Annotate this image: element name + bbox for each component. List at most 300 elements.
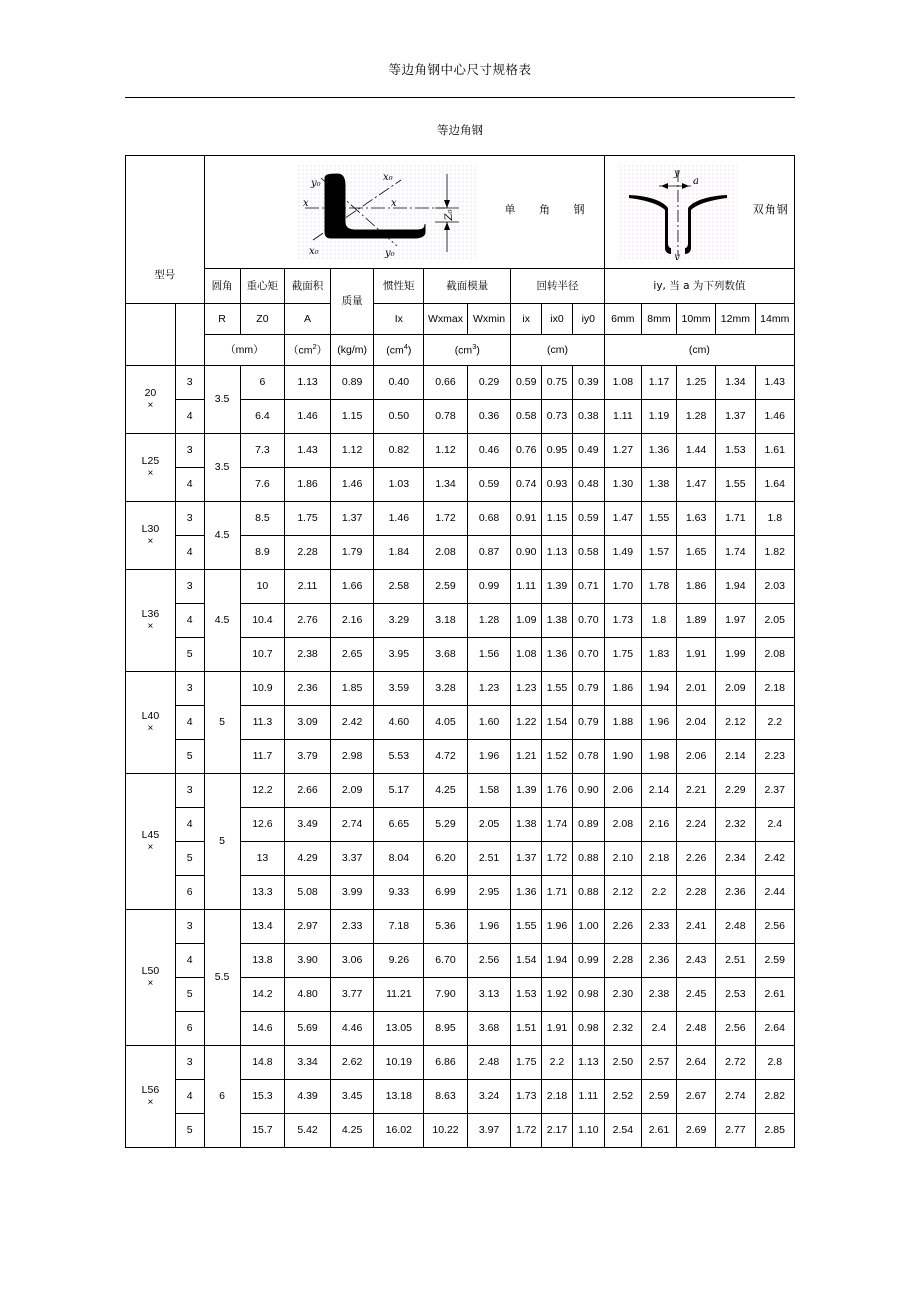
inertia-cell: 13.18 bbox=[374, 1080, 424, 1114]
wxmax-cell: 5.29 bbox=[424, 808, 468, 842]
model-cell: L36 × bbox=[126, 570, 176, 672]
mass-cell: 2.33 bbox=[330, 910, 374, 944]
iy-cell-1: 2.14 bbox=[641, 774, 676, 808]
inertia-cell: 3.59 bbox=[374, 672, 424, 706]
iy-cell-2: 2.43 bbox=[676, 944, 715, 978]
mass-cell: 2.62 bbox=[330, 1046, 374, 1080]
inertia-cell: 1.84 bbox=[374, 536, 424, 570]
unit-cm4: $(cm^4)$ bbox=[374, 335, 424, 366]
iy-cell-4: 1.82 bbox=[755, 536, 794, 570]
mass-cell: 1.12 bbox=[330, 434, 374, 468]
table-row bbox=[126, 502, 795, 536]
iy-cell-1: 1.94 bbox=[641, 672, 676, 706]
wxmax-cell: 1.12 bbox=[424, 434, 468, 468]
group-header-modulus: 截面模量 bbox=[424, 269, 511, 304]
ix0-cell: 1.38 bbox=[542, 604, 573, 638]
ix0-cell: 1.74 bbox=[542, 808, 573, 842]
thickness-cell: 5 bbox=[175, 842, 204, 876]
mass-cell: 4.25 bbox=[330, 1114, 374, 1148]
model-cell: L45 × bbox=[126, 774, 176, 910]
iy-cell-1: 2.59 bbox=[641, 1080, 676, 1114]
mass-cell: 3.45 bbox=[330, 1080, 374, 1114]
fillet-radius-cell: 6 bbox=[204, 1046, 240, 1148]
iy-cell-1: 1.96 bbox=[641, 706, 676, 740]
wxmax-cell: 6.70 bbox=[424, 944, 468, 978]
wxmax-cell: 3.18 bbox=[424, 604, 468, 638]
wxmin-cell: 0.99 bbox=[467, 570, 511, 604]
iy-cell-3: 1.71 bbox=[716, 502, 755, 536]
iy-column-header-0: 6mm bbox=[604, 304, 641, 335]
iy0-cell: 0.71 bbox=[572, 570, 604, 604]
iy-cell-3: 2.12 bbox=[716, 706, 755, 740]
thickness-cell: 3 bbox=[175, 502, 204, 536]
model-cell: L30 × bbox=[126, 502, 176, 570]
thickness-cell: 4 bbox=[175, 944, 204, 978]
inertia-cell: 5.17 bbox=[374, 774, 424, 808]
iy-cell-3: 1.53 bbox=[716, 434, 755, 468]
inertia-cell: 3.95 bbox=[374, 638, 424, 672]
mass-cell: 1.85 bbox=[330, 672, 374, 706]
ix0-cell: 1.76 bbox=[542, 774, 573, 808]
iy0-cell: 0.98 bbox=[572, 978, 604, 1012]
ix-cell: 0.90 bbox=[511, 536, 542, 570]
iy-cell-3: 2.48 bbox=[716, 910, 755, 944]
header-symbol-row bbox=[126, 304, 795, 335]
iy-cell-0: 2.12 bbox=[604, 876, 641, 910]
centroid-cell: 11.7 bbox=[240, 740, 285, 774]
document-title: 等边角钢中心尺寸规格表 bbox=[388, 62, 532, 77]
iy-cell-3: 2.32 bbox=[716, 808, 755, 842]
iy0-cell: 1.11 bbox=[572, 1080, 604, 1114]
iy-cell-1: 2.4 bbox=[641, 1012, 676, 1046]
iy-cell-4: 2.05 bbox=[755, 604, 794, 638]
angle-steel-spec-table bbox=[125, 155, 795, 1148]
iy-cell-1: 1.17 bbox=[641, 366, 676, 400]
iy-cell-1: 1.8 bbox=[641, 604, 676, 638]
iy-cell-4: 2.03 bbox=[755, 570, 794, 604]
area-cell: 3.90 bbox=[285, 944, 331, 978]
model-header-cell bbox=[126, 156, 205, 304]
wxmax-cell: 4.05 bbox=[424, 706, 468, 740]
centroid-cell: 14.2 bbox=[240, 978, 285, 1012]
wxmin-cell: 1.60 bbox=[467, 706, 511, 740]
mass-cell: 0.89 bbox=[330, 366, 374, 400]
model-cell: L40 × bbox=[126, 672, 176, 774]
double-angle-caption: 双角钢 bbox=[752, 203, 789, 216]
iy-cell-4: 1.46 bbox=[755, 400, 794, 434]
wxmax-cell: 3.68 bbox=[424, 638, 468, 672]
iy-cell-0: 1.86 bbox=[604, 672, 641, 706]
thickness-cell: 4 bbox=[175, 808, 204, 842]
symbol-header-ix: ix bbox=[511, 304, 542, 335]
inertia-cell: 4.60 bbox=[374, 706, 424, 740]
wxmin-cell: 3.97 bbox=[467, 1114, 511, 1148]
wxmax-cell: 6.20 bbox=[424, 842, 468, 876]
wxmax-cell: 4.25 bbox=[424, 774, 468, 808]
model-cell: L56 × bbox=[126, 1046, 176, 1148]
mass-cell: 2.74 bbox=[330, 808, 374, 842]
iy-cell-4: 2.8 bbox=[755, 1046, 794, 1080]
table-row bbox=[126, 434, 795, 468]
iy-cell-0: 1.75 bbox=[604, 638, 641, 672]
svg-text:y: y bbox=[673, 252, 680, 260]
ix-cell: 1.21 bbox=[511, 740, 542, 774]
ix-cell: 1.73 bbox=[511, 1080, 542, 1114]
ix0-cell: 1.52 bbox=[542, 740, 573, 774]
iy0-cell: 0.88 bbox=[572, 876, 604, 910]
double-angle-figure-cell bbox=[604, 156, 794, 269]
area-cell: 2.38 bbox=[285, 638, 331, 672]
svg-text:Z₀: Z₀ bbox=[443, 209, 455, 221]
group-header-fillet: 圆角 bbox=[204, 269, 240, 304]
ix-cell: 0.58 bbox=[511, 400, 542, 434]
iy-cell-2: 2.67 bbox=[676, 1080, 715, 1114]
iy-cell-2: 2.21 bbox=[676, 774, 715, 808]
double-angle-diagram bbox=[619, 164, 737, 260]
table-row bbox=[126, 1046, 795, 1080]
mass-cell: 2.98 bbox=[330, 740, 374, 774]
centroid-cell: 10 bbox=[240, 570, 285, 604]
header-group-row bbox=[126, 269, 795, 304]
iy-cell-4: 2.56 bbox=[755, 910, 794, 944]
group-header-centroid: 重心矩 bbox=[240, 269, 285, 304]
mass-cell: 2.09 bbox=[330, 774, 374, 808]
iy-cell-1: 2.33 bbox=[641, 910, 676, 944]
svg-text:y₀: y₀ bbox=[310, 178, 321, 189]
iy-cell-0: 1.08 bbox=[604, 366, 641, 400]
mass-cell: 2.65 bbox=[330, 638, 374, 672]
model-header-label: 型号 bbox=[154, 269, 176, 282]
fillet-radius-cell: 5 bbox=[204, 774, 240, 910]
iy-cell-0: 2.52 bbox=[604, 1080, 641, 1114]
group-header-iy: iy, 当 a 为下列数值 bbox=[604, 269, 794, 304]
single-angle-caption: 单 角 钢 bbox=[504, 203, 595, 216]
iy-cell-2: 1.86 bbox=[676, 570, 715, 604]
wxmin-cell: 1.96 bbox=[467, 910, 511, 944]
iy0-cell: 0.89 bbox=[572, 808, 604, 842]
wxmin-cell: 1.28 bbox=[467, 604, 511, 638]
iy-cell-4: 2.18 bbox=[755, 672, 794, 706]
area-cell: 2.97 bbox=[285, 910, 331, 944]
iy-cell-4: 2.23 bbox=[755, 740, 794, 774]
centroid-cell: 13.3 bbox=[240, 876, 285, 910]
iy0-cell: 0.38 bbox=[572, 400, 604, 434]
iy-cell-3: 1.55 bbox=[716, 468, 755, 502]
iy-cell-4: 2.08 bbox=[755, 638, 794, 672]
ix-cell: 1.08 bbox=[511, 638, 542, 672]
wxmin-cell: 1.58 bbox=[467, 774, 511, 808]
iy-cell-1: 1.38 bbox=[641, 468, 676, 502]
iy-cell-3: 2.29 bbox=[716, 774, 755, 808]
iy0-cell: 0.70 bbox=[572, 604, 604, 638]
svg-text:y: y bbox=[673, 168, 680, 179]
iy0-cell: 0.98 bbox=[572, 1012, 604, 1046]
iy-cell-1: 2.57 bbox=[641, 1046, 676, 1080]
ix0-cell: 1.94 bbox=[542, 944, 573, 978]
ix-cell: 1.53 bbox=[511, 978, 542, 1012]
iy-cell-2: 2.04 bbox=[676, 706, 715, 740]
group-header-mass: 质量 bbox=[330, 269, 374, 335]
symbol-header-A: A bbox=[285, 304, 331, 335]
wxmin-cell: 3.24 bbox=[467, 1080, 511, 1114]
model-cell: 20 × bbox=[126, 366, 176, 434]
ix-cell: 0.76 bbox=[511, 434, 542, 468]
iy-column-header-2: 10mm bbox=[676, 304, 715, 335]
centroid-cell: 14.8 bbox=[240, 1046, 285, 1080]
thickness-cell: 3 bbox=[175, 570, 204, 604]
iy-cell-4: 2.37 bbox=[755, 774, 794, 808]
iy-column-header-4: 14mm bbox=[755, 304, 794, 335]
centroid-cell: 10.4 bbox=[240, 604, 285, 638]
centroid-cell: 14.6 bbox=[240, 1012, 285, 1046]
symbol-header-Ix: Ix bbox=[374, 304, 424, 335]
thickness-cell: 4 bbox=[175, 536, 204, 570]
iy-cell-4: 2.42 bbox=[755, 842, 794, 876]
iy0-cell: 0.48 bbox=[572, 468, 604, 502]
centroid-cell: 6.4 bbox=[240, 400, 285, 434]
iy-cell-1: 2.38 bbox=[641, 978, 676, 1012]
model-cell: L50 × bbox=[126, 910, 176, 1046]
fillet-radius-cell: 5.5 bbox=[204, 910, 240, 1046]
iy-cell-2: 1.44 bbox=[676, 434, 715, 468]
ix-cell: 1.36 bbox=[511, 876, 542, 910]
area-cell: 3.09 bbox=[285, 706, 331, 740]
area-cell: 1.46 bbox=[285, 400, 331, 434]
iy-cell-4: 1.8 bbox=[755, 502, 794, 536]
iy-cell-0: 2.06 bbox=[604, 774, 641, 808]
document-subtitle: 等边角钢 bbox=[437, 123, 483, 137]
iy-cell-0: 1.27 bbox=[604, 434, 641, 468]
iy-cell-4: 2.59 bbox=[755, 944, 794, 978]
inertia-cell: 9.33 bbox=[374, 876, 424, 910]
mass-cell: 3.77 bbox=[330, 978, 374, 1012]
iy-cell-4: 2.61 bbox=[755, 978, 794, 1012]
symbol-header-Wxmin: Wxmin bbox=[467, 304, 511, 335]
ix0-cell: 1.96 bbox=[542, 910, 573, 944]
wxmax-cell: 7.90 bbox=[424, 978, 468, 1012]
iy-cell-2: 1.91 bbox=[676, 638, 715, 672]
single-angle-figure-cell bbox=[204, 156, 604, 269]
iy-cell-3: 2.77 bbox=[716, 1114, 755, 1148]
centroid-cell: 8.9 bbox=[240, 536, 285, 570]
centroid-cell: 8.5 bbox=[240, 502, 285, 536]
ix0-cell: 2.18 bbox=[542, 1080, 573, 1114]
iy0-cell: 1.10 bbox=[572, 1114, 604, 1148]
iy-cell-1: 1.78 bbox=[641, 570, 676, 604]
thickness-subcol-header bbox=[175, 304, 204, 366]
ix-cell: 0.74 bbox=[511, 468, 542, 502]
mass-cell: 1.66 bbox=[330, 570, 374, 604]
area-cell: 2.76 bbox=[285, 604, 331, 638]
fillet-radius-cell: 4.5 bbox=[204, 502, 240, 570]
model-label-subcol-header bbox=[126, 304, 176, 366]
wxmin-cell: 2.95 bbox=[467, 876, 511, 910]
ix0-cell: 1.13 bbox=[542, 536, 573, 570]
area-cell: 1.43 bbox=[285, 434, 331, 468]
inertia-cell: 0.82 bbox=[374, 434, 424, 468]
iy-cell-0: 2.32 bbox=[604, 1012, 641, 1046]
iy-cell-3: 2.51 bbox=[716, 944, 755, 978]
iy-cell-0: 1.70 bbox=[604, 570, 641, 604]
iy-cell-0: 1.11 bbox=[604, 400, 641, 434]
svg-text:x: x bbox=[302, 198, 309, 209]
thickness-cell: 3 bbox=[175, 672, 204, 706]
unit-cm3: $(cm^3)$ bbox=[424, 335, 511, 366]
svg-text:y₀: y₀ bbox=[384, 248, 395, 259]
wxmin-cell: 1.23 bbox=[467, 672, 511, 706]
iy-cell-0: 2.50 bbox=[604, 1046, 641, 1080]
wxmax-cell: 1.72 bbox=[424, 502, 468, 536]
iy-cell-3: 2.72 bbox=[716, 1046, 755, 1080]
iy-cell-1: 1.57 bbox=[641, 536, 676, 570]
unit-cm-iy: (cm) bbox=[604, 335, 794, 366]
iy-cell-3: 2.53 bbox=[716, 978, 755, 1012]
iy-cell-0: 2.28 bbox=[604, 944, 641, 978]
area-cell: 2.28 bbox=[285, 536, 331, 570]
ix0-cell: 1.36 bbox=[542, 638, 573, 672]
ix0-cell: 1.91 bbox=[542, 1012, 573, 1046]
iy-cell-2: 2.45 bbox=[676, 978, 715, 1012]
area-cell: 3.34 bbox=[285, 1046, 331, 1080]
ix0-cell: 0.93 bbox=[542, 468, 573, 502]
model-cell: L25 × bbox=[126, 434, 176, 502]
wxmax-cell: 6.99 bbox=[424, 876, 468, 910]
wxmin-cell: 1.96 bbox=[467, 740, 511, 774]
ix-cell: 1.37 bbox=[511, 842, 542, 876]
group-header-inertia: 惯性矩 bbox=[374, 269, 424, 304]
table-row bbox=[126, 366, 795, 400]
inertia-cell: 9.26 bbox=[374, 944, 424, 978]
iy-cell-3: 1.99 bbox=[716, 638, 755, 672]
iy-cell-1: 1.36 bbox=[641, 434, 676, 468]
wxmin-cell: 2.48 bbox=[467, 1046, 511, 1080]
ix0-cell: 1.39 bbox=[542, 570, 573, 604]
wxmin-cell: 0.29 bbox=[467, 366, 511, 400]
inertia-cell: 6.65 bbox=[374, 808, 424, 842]
centroid-cell: 6 bbox=[240, 366, 285, 400]
ix-cell: 1.38 bbox=[511, 808, 542, 842]
iy-cell-0: 1.73 bbox=[604, 604, 641, 638]
iy-cell-2: 2.28 bbox=[676, 876, 715, 910]
iy-cell-2: 2.48 bbox=[676, 1012, 715, 1046]
thickness-cell: 3 bbox=[175, 366, 204, 400]
thickness-cell: 5 bbox=[175, 978, 204, 1012]
svg-text:x: x bbox=[390, 198, 397, 209]
table-row bbox=[126, 672, 795, 706]
inertia-cell: 11.21 bbox=[374, 978, 424, 1012]
ix-cell: 1.09 bbox=[511, 604, 542, 638]
wxmin-cell: 0.36 bbox=[467, 400, 511, 434]
iy-cell-3: 2.74 bbox=[716, 1080, 755, 1114]
iy-cell-3: 1.94 bbox=[716, 570, 755, 604]
iy0-cell: 1.00 bbox=[572, 910, 604, 944]
inertia-cell: 13.05 bbox=[374, 1012, 424, 1046]
iy-cell-3: 2.34 bbox=[716, 842, 755, 876]
wxmax-cell: 5.36 bbox=[424, 910, 468, 944]
centroid-cell: 10.9 bbox=[240, 672, 285, 706]
ix0-cell: 0.73 bbox=[542, 400, 573, 434]
ix0-cell: 1.92 bbox=[542, 978, 573, 1012]
iy-cell-1: 1.98 bbox=[641, 740, 676, 774]
inertia-cell: 1.03 bbox=[374, 468, 424, 502]
group-header-area: 截面积 bbox=[285, 269, 331, 304]
iy0-cell: 0.49 bbox=[572, 434, 604, 468]
inertia-cell: 16.02 bbox=[374, 1114, 424, 1148]
ix0-cell: 1.71 bbox=[542, 876, 573, 910]
iy-cell-1: 2.16 bbox=[641, 808, 676, 842]
inertia-cell: 7.18 bbox=[374, 910, 424, 944]
fillet-radius-cell: 4.5 bbox=[204, 570, 240, 672]
group-header-radius: 回转半径 bbox=[511, 269, 604, 304]
mass-cell: 1.46 bbox=[330, 468, 374, 502]
iy-cell-4: 2.2 bbox=[755, 706, 794, 740]
wxmin-cell: 2.56 bbox=[467, 944, 511, 978]
iy-cell-2: 2.69 bbox=[676, 1114, 715, 1148]
ix0-cell: 2.17 bbox=[542, 1114, 573, 1148]
thickness-cell: 5 bbox=[175, 638, 204, 672]
iy-cell-2: 2.24 bbox=[676, 808, 715, 842]
iy-column-header-3: 12mm bbox=[716, 304, 755, 335]
wxmax-cell: 8.95 bbox=[424, 1012, 468, 1046]
header-figures-row bbox=[126, 156, 795, 269]
inertia-cell: 0.40 bbox=[374, 366, 424, 400]
ix-cell: 1.55 bbox=[511, 910, 542, 944]
symbol-header-iy0: iy0 bbox=[572, 304, 604, 335]
iy-cell-1: 2.2 bbox=[641, 876, 676, 910]
area-cell: 1.75 bbox=[285, 502, 331, 536]
ix0-cell: 1.55 bbox=[542, 672, 573, 706]
area-cell: 5.42 bbox=[285, 1114, 331, 1148]
thickness-cell: 5 bbox=[175, 1114, 204, 1148]
ix0-cell: 0.75 bbox=[542, 366, 573, 400]
iy-cell-4: 2.64 bbox=[755, 1012, 794, 1046]
iy-cell-4: 1.64 bbox=[755, 468, 794, 502]
centroid-cell: 12.6 bbox=[240, 808, 285, 842]
iy-cell-3: 2.14 bbox=[716, 740, 755, 774]
mass-cell: 1.37 bbox=[330, 502, 374, 536]
iy0-cell: 0.70 bbox=[572, 638, 604, 672]
ix-cell: 0.59 bbox=[511, 366, 542, 400]
centroid-cell: 12.2 bbox=[240, 774, 285, 808]
iy-cell-1: 2.18 bbox=[641, 842, 676, 876]
mass-cell: 1.79 bbox=[330, 536, 374, 570]
fillet-radius-cell: 3.5 bbox=[204, 434, 240, 502]
thickness-cell: 3 bbox=[175, 434, 204, 468]
table-body bbox=[126, 156, 795, 1148]
iy-cell-4: 1.43 bbox=[755, 366, 794, 400]
mass-cell: 2.16 bbox=[330, 604, 374, 638]
wxmax-cell: 8.63 bbox=[424, 1080, 468, 1114]
iy-cell-0: 1.30 bbox=[604, 468, 641, 502]
iy-cell-4: 2.82 bbox=[755, 1080, 794, 1114]
iy-cell-0: 1.47 bbox=[604, 502, 641, 536]
iy-cell-2: 2.64 bbox=[676, 1046, 715, 1080]
iy-cell-2: 1.25 bbox=[676, 366, 715, 400]
iy-cell-1: 1.55 bbox=[641, 502, 676, 536]
wxmax-cell: 2.08 bbox=[424, 536, 468, 570]
centroid-cell: 13.8 bbox=[240, 944, 285, 978]
inertia-cell: 2.58 bbox=[374, 570, 424, 604]
area-cell: 5.08 bbox=[285, 876, 331, 910]
iy-cell-2: 2.41 bbox=[676, 910, 715, 944]
unit-cm: (cm) bbox=[511, 335, 604, 366]
iy0-cell: 0.39 bbox=[572, 366, 604, 400]
wxmax-cell: 0.66 bbox=[424, 366, 468, 400]
inertia-cell: 0.50 bbox=[374, 400, 424, 434]
area-cell: 4.29 bbox=[285, 842, 331, 876]
wxmin-cell: 0.46 bbox=[467, 434, 511, 468]
mass-cell: 3.37 bbox=[330, 842, 374, 876]
